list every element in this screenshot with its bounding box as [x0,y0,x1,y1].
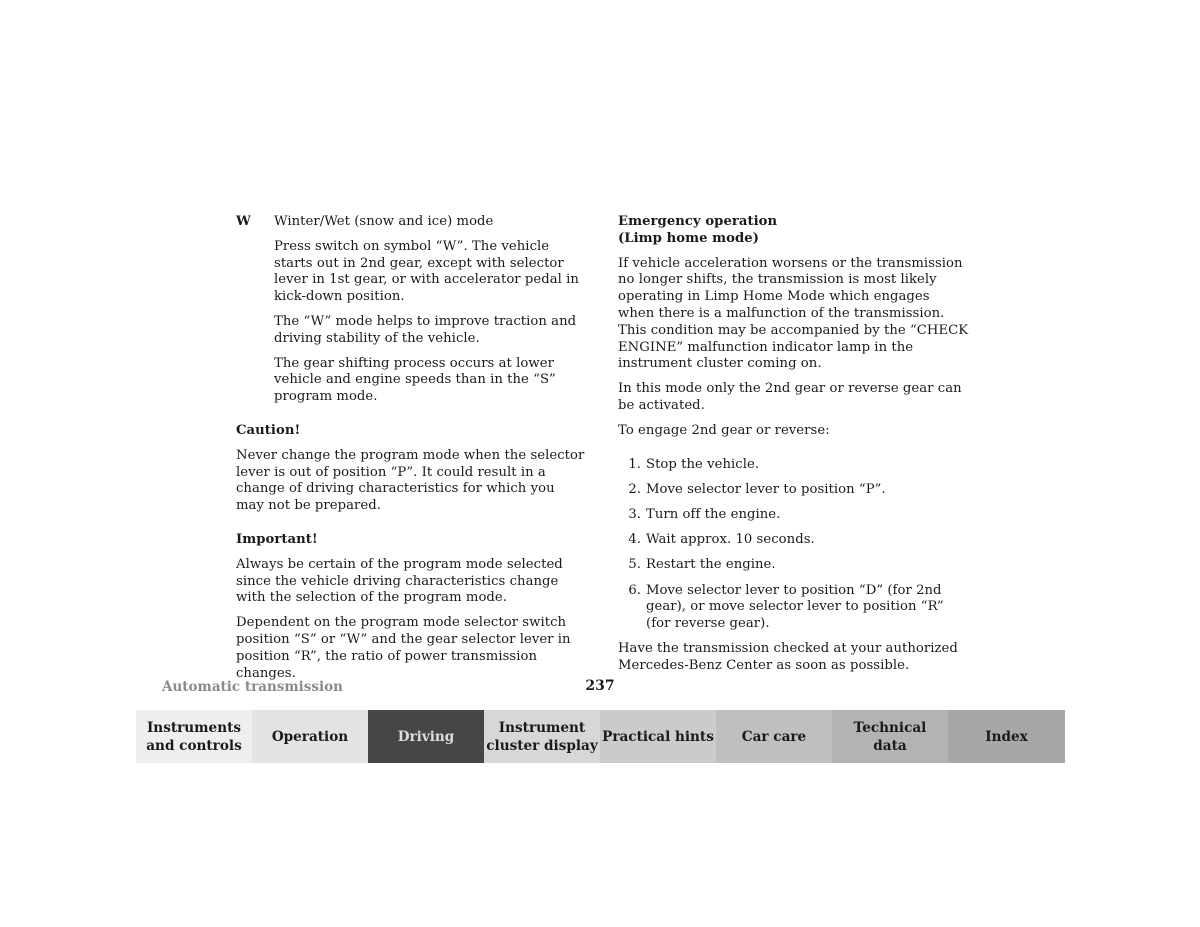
important-paragraph: Always be certain of the program mode selected since the vehicle driving characteristics change with the selection of the program mode. [236,556,563,606]
list-item [618,457,970,474]
step-text: Move selector lever to position “D” (for 2nd gear), or move selector lever to position “R” (for reverse gear). [646,582,944,632]
right-column [618,214,970,683]
tab-label: Practical hints [602,728,714,745]
step-number: 3. [628,506,641,522]
tab-label: Instruments and controls [146,719,242,754]
step-text: Turn off the engine. [646,506,781,522]
tab-label: Index [985,728,1028,745]
page-number: 237 [585,678,615,694]
step-text: Move selector lever to position “P”. [646,481,886,497]
emergency-paragraph: To engage 2nd gear or reverse: [618,422,830,438]
procedure-steps [618,457,970,633]
tab-car-care[interactable] [716,710,832,763]
list-item [618,557,970,574]
list-item [618,482,970,499]
closing-paragraph: Have the transmission checked at your authorized Mercedes-Benz Center as soon as possible. [618,641,958,674]
step-number: 2. [628,481,641,497]
caution-heading: Caution! [236,422,301,438]
emergency-paragraph: If vehicle acceleration worsens or the transmission no longer shifts, the transmission is most likely operating in Limp Home Mode which engages when there is a malfunction of the transmission. This condition may be accompanied by the “CHECK ENGINE” malfunction indicator lamp in the instrument cluster coming on. [618,255,969,372]
tab-label: Technical data [853,719,927,754]
step-text: Restart the engine. [646,557,776,573]
tab-label: Instrument cluster display [486,719,598,754]
tab-technical-data[interactable] [832,710,948,763]
emergency-paragraph: In this mode only the 2nd gear or reverse gear can be activated. [618,381,962,413]
left-column [236,214,586,690]
important-paragraph: Dependent on the program mode selector switch position “S” or “W” and the gear selector lever in position “R”, the ratio of power transmission changes. [236,615,571,681]
mode-paragraph: The gear shifting process occurs at lower vehicle and engine speeds than in the “S” program mode. [274,355,556,405]
tab-operation[interactable] [252,710,368,763]
mode-paragraph: The “W” mode helps to improve traction and driving stability of the vehicle. [274,313,577,346]
step-text: Wait approx. 10 seconds. [646,532,815,548]
section-title: Automatic transmission [162,679,343,695]
tab-index[interactable] [948,710,1065,763]
tab-practical-hints[interactable] [600,710,716,763]
list-item [618,583,970,633]
mode-letter: W [236,214,251,229]
step-number: 5. [628,557,641,573]
tab-driving[interactable] [368,710,484,763]
tab-label: Car care [741,728,807,745]
tab-instrument-cluster-display[interactable] [484,710,600,763]
tab-instruments-and-controls[interactable] [136,710,252,763]
emergency-heading [618,214,970,248]
step-text: Stop the vehicle. [646,456,760,472]
mode-paragraph: Press switch on symbol “W”. The vehicle starts out in 2nd gear, except with selector lever in 1st gear, or with accelerator pedal in kick-down position. [274,238,579,305]
tab-label: Driving [397,728,455,745]
mode-title: Winter/Wet (snow and ice) mode [274,214,494,229]
emergency-heading-line2: (Limp home mode) [618,230,760,246]
caution-text: Never change the program mode when the selector lever is out of position “P”. It could result in a change of driving characteristics for which you may not be prepared. [236,447,585,514]
winter-mode-entry [236,214,586,231]
emergency-heading-line1: Emergency operation [618,214,778,229]
step-number: 4. [628,532,641,548]
list-item [618,507,970,524]
chapter-nav-bar [136,710,1065,763]
list-item [618,532,970,549]
step-number: 6. [628,582,641,598]
step-number: 1. [628,456,641,472]
tab-label: Operation [271,728,349,745]
important-heading: Important! [236,531,318,547]
